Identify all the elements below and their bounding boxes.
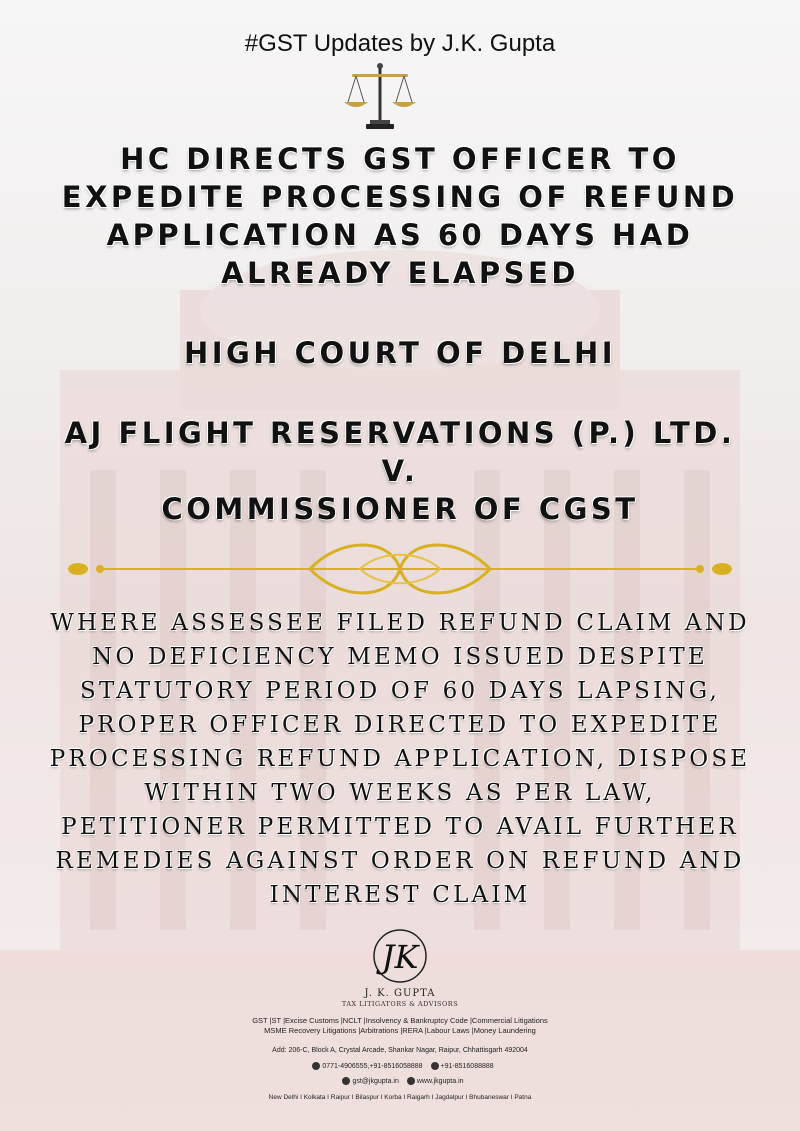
firm-tagline: TAX LITIGATORS & ADVISORS bbox=[341, 1000, 459, 1008]
summary-line: PETITIONER PERMITTED TO AVAIL FURTHER bbox=[61, 814, 739, 840]
headline-line: ALREADY ELAPSED bbox=[221, 256, 579, 290]
web-row bbox=[0, 1077, 800, 1085]
summary-line: REMEDIES AGAINST ORDER ON REFUND AND bbox=[55, 848, 745, 874]
logo-monogram: JK bbox=[381, 938, 419, 976]
summary-line: STATUTORY PERIOD OF 60 DAYS LAPSING, bbox=[80, 678, 720, 704]
gold-divider-ornament bbox=[60, 532, 740, 602]
office-cities: New Delhi I Kolkata I Raipur I Bilaspur I Korba I Raigarh I Jagdalpur I Bhubaneswar I Patna bbox=[268, 1094, 532, 1101]
phone-numbers: 0771-4906555,+91-8516058888 bbox=[322, 1062, 423, 1070]
summary-line: WITHIN TWO WEEKS AS PER LAW, bbox=[144, 780, 656, 806]
whatsapp-icon bbox=[431, 1062, 439, 1070]
summary-line: NO DEFICIENCY MEMO ISSUED DESPITE bbox=[92, 644, 708, 670]
jk-gupta-logo bbox=[340, 926, 460, 988]
services-line: MSME Recovery Litigations |Arbitrations |RERA |Labour Laws |Money Laundering bbox=[264, 1026, 536, 1035]
scales-of-justice-icon bbox=[340, 60, 420, 132]
summary-line: INTEREST CLAIM bbox=[269, 882, 531, 908]
summary-line: PROPER OFFICER DIRECTED TO EXPEDITE bbox=[78, 712, 722, 738]
case-parties bbox=[20, 414, 780, 528]
phone-row bbox=[0, 1062, 800, 1070]
services-line: GST |ST |Excise Customs |NCLT |Insolvency & Bankruptcy Code |Commercial Litigations bbox=[252, 1016, 548, 1025]
globe-icon bbox=[407, 1077, 415, 1085]
headline-line: EXPEDITE PROCESSING OF REFUND bbox=[61, 180, 739, 214]
petitioner-name: AJ FLIGHT RESERVATIONS (P.) LTD. bbox=[64, 416, 736, 450]
case-summary bbox=[30, 606, 770, 912]
summary-line: WHERE ASSESSEE FILED REFUND CLAIM AND bbox=[50, 610, 750, 636]
website-link[interactable]: www.jkgupta.in bbox=[416, 1077, 464, 1085]
respondent-name: COMMISSIONER OF CGST bbox=[161, 492, 639, 526]
firm-name: J. K. GUPTA bbox=[364, 988, 436, 999]
series-title: #GST Updates by J.K. Gupta bbox=[244, 30, 556, 57]
services-list bbox=[0, 1016, 800, 1036]
headline-line: HC DIRECTS GST OFFICER TO bbox=[120, 142, 680, 176]
firm-address: Add: 206-C, Block A, Crystal Arcade, Shankar Nagar, Raipur, Chhattisgarh 492004 bbox=[272, 1047, 528, 1054]
versus-label: V. bbox=[381, 454, 419, 488]
summary-line: PROCESSING REFUND APPLICATION, DISPOSE bbox=[49, 746, 751, 772]
headline-line: APPLICATION AS 60 DAYS HAD bbox=[106, 218, 694, 252]
court-name: HIGH COURT OF DELHI bbox=[183, 336, 617, 370]
headline bbox=[30, 140, 770, 292]
email-address[interactable]: gst@jkgupta.in bbox=[352, 1077, 399, 1085]
whatsapp-number: +91-8516088888 bbox=[440, 1062, 494, 1070]
email-icon bbox=[342, 1077, 350, 1085]
phone-icon bbox=[312, 1062, 320, 1070]
